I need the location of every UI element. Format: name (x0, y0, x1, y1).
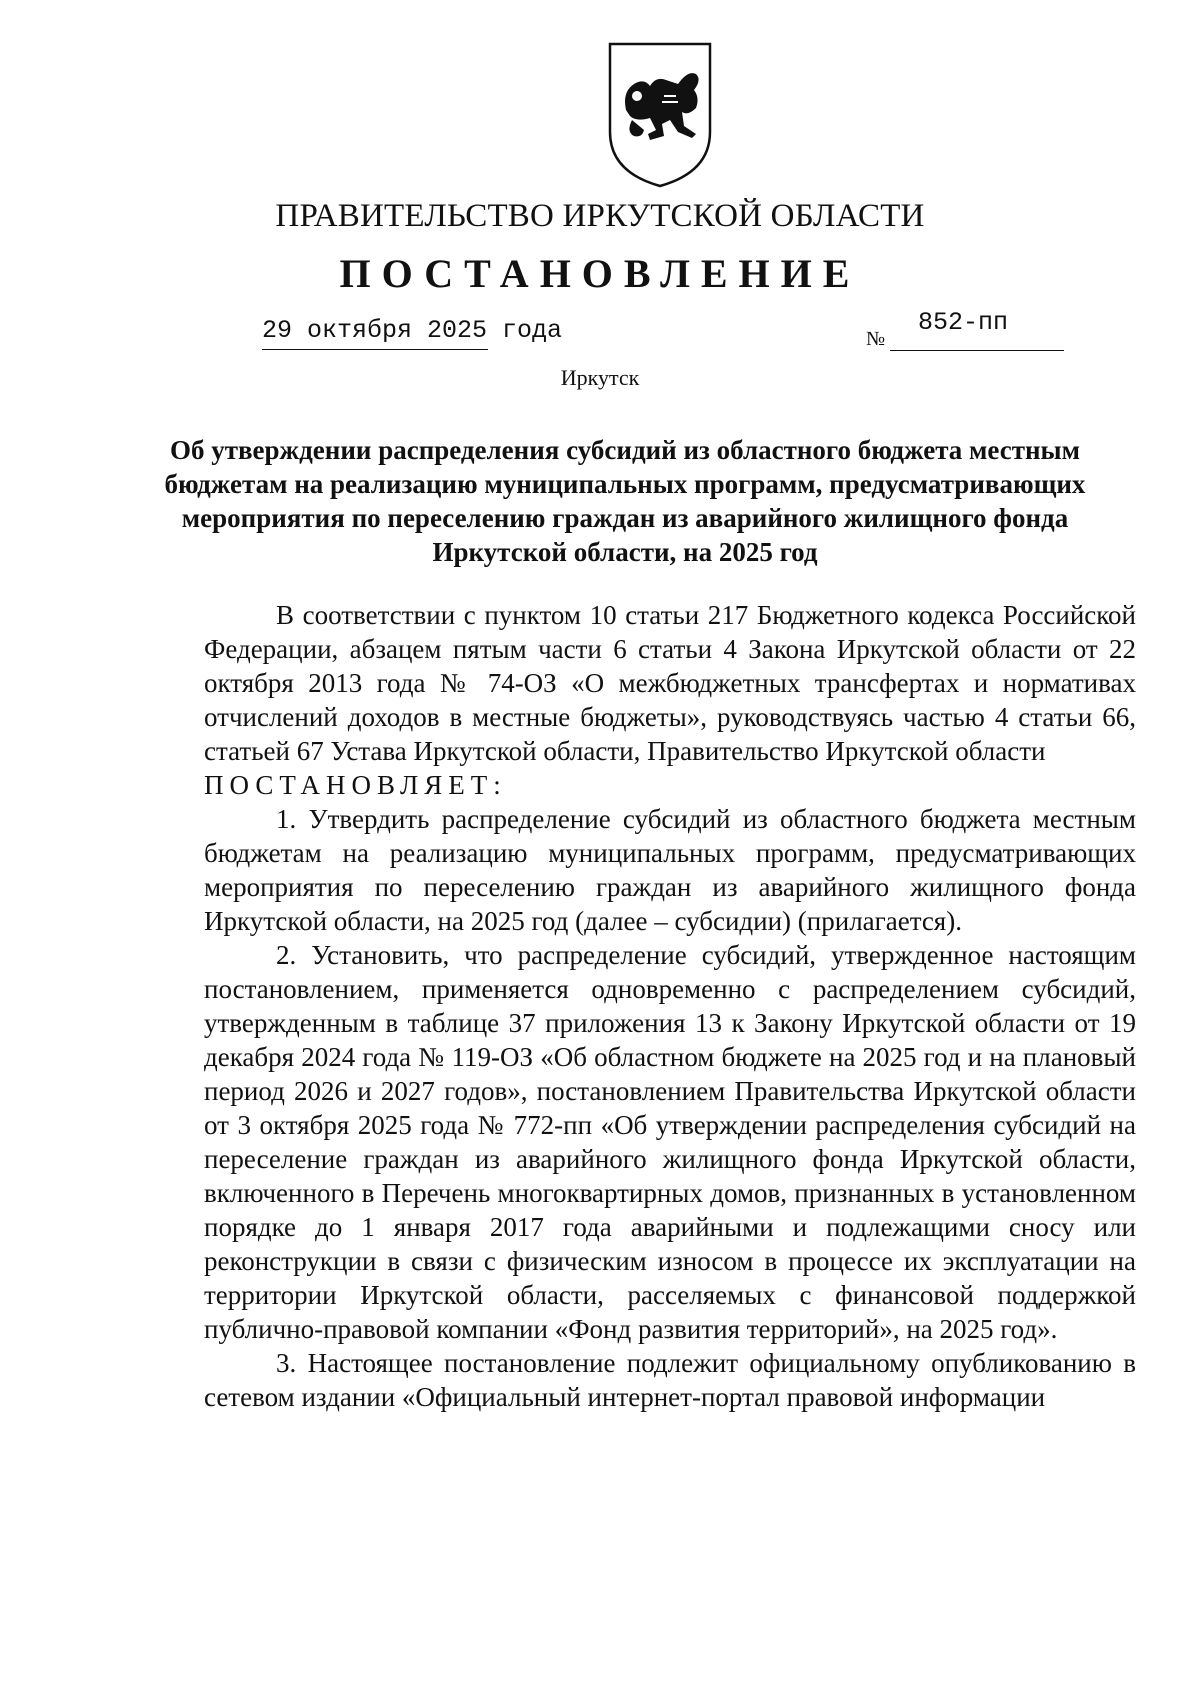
government-name: ПРАВИТЕЛЬСТВО ИРКУТСКОЙ ОБЛАСТИ (275, 198, 925, 234)
item-paragraph: 1. Утвердить распределение субсидий из областного бюджета местным бюджетам на реализацию муниципальных программ, предусматривающих мероприятия по переселению граждан из аварийного жилищного фонда Иркутской области, на 2025 год (далее – субсидии) (прилагается). (204, 804, 1136, 936)
document-number: 852-пп (918, 308, 1009, 337)
preamble-paragraph: В соответствии с пунктом 10 статьи 217 Бюджетного кодекса Российской Федерации, абзацем пятым части 6 статьи 4 Закона Иркутской области от 22 октября 2013 года № 74-ОЗ «О межбюджетных трансфертах и нормативах отчислений доходов в местные бюджеты», руководствуясь частью 4 статьи 66, статьей 67 Устава Иркутской области, Правительство Иркутской области (204, 600, 1136, 766)
document-date: 29 октября 2025 года (262, 316, 563, 345)
document-title: Об утверждении распределения субсидий из областного бюджета местным бюджетам на реализацию муниципальных программ, предусматривающих мероприятия по переселению граждан из аварийного жилищного фонда Иркутской области, на 2025 год (164, 435, 1086, 567)
item-paragraph: 3. Настоящее постановление подлежит официальному опубликованию в сетевом издании «Официальный интернет-портал правовой информации (204, 1348, 1136, 1412)
resolves-heading: ПОСТАНОВЛЯЕТ: (204, 770, 507, 800)
item-paragraph: 2. Установить, что распределение субсидий, утвержденное настоящим постановлением, применяется одновременно с распределением субсидий, утвержденным в таблице 37 приложения 13 к Закону Иркутской области от 19 декабря 2024 года № 119-ОЗ «Об областном бюджете на 2025 год и на плановый период 2026 и 2027 годов», постановлением Правительства Иркутской области от 3 октября 2025 года № 772-пп «Об утверждении распределения субсидий на переселение граждан из аварийного жилищного фонда Иркутской области, включенного в Перечень многоквартирных домов, признанных в установленном порядке до 1 января 2017 года аварийными и подлежащими сносу или реконструкции в связи с физическим износом в процессе их эксплуатации на территории Иркутской области, расселяемых с финансовой поддержкой публично-правовой компании «Фонд развития территорий», на 2025 год». (204, 940, 1136, 1344)
document-type: ПОСТАНОВЛЕНИЕ (339, 251, 861, 296)
city-name: Иркутск (560, 365, 640, 390)
document-body (204, 598, 1136, 1414)
date-underline (262, 349, 488, 350)
number-underline (890, 350, 1064, 351)
number-sign: № (866, 328, 886, 350)
coat-of-arms-icon (604, 40, 716, 190)
